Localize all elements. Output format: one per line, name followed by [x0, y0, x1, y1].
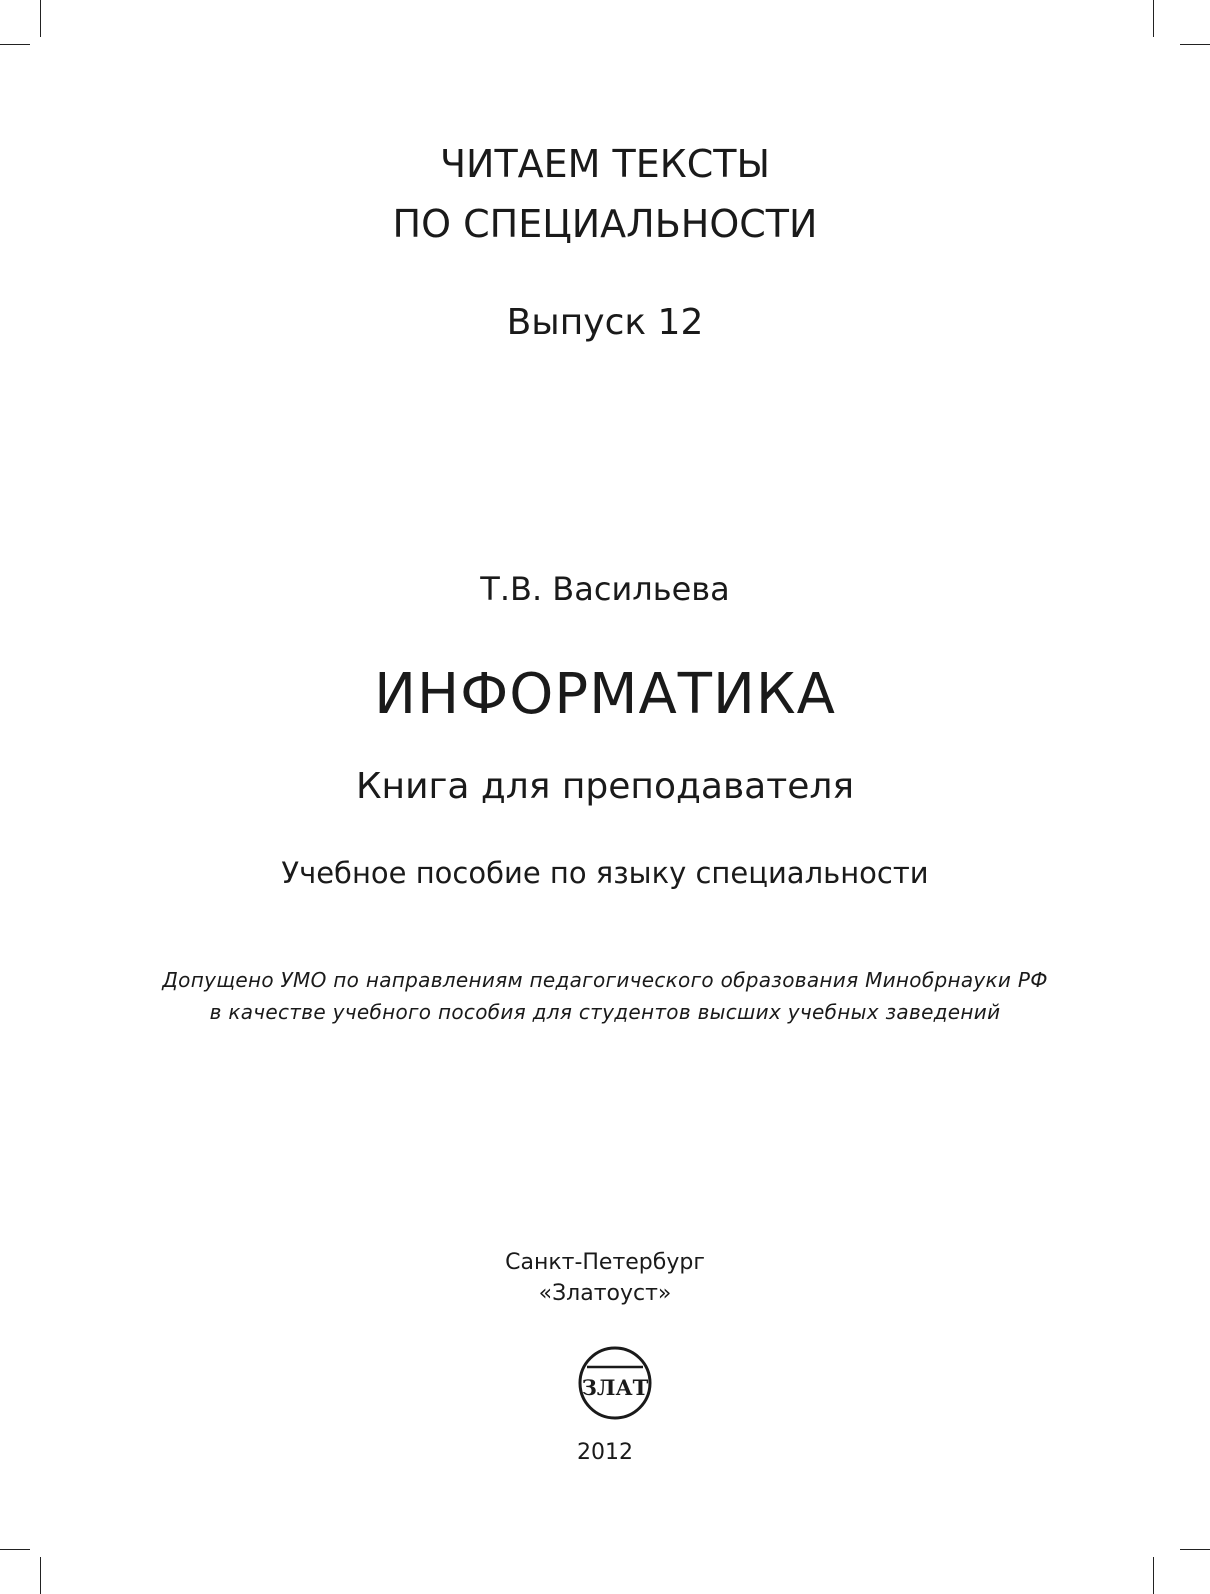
book-title: ИНФОРМАТИКА	[374, 662, 836, 727]
crop-mark-top-left-horizontal	[0, 44, 30, 45]
book-description: Учебное пособие по языку специальности	[281, 856, 929, 890]
imprint-publisher: «Златоуст»	[538, 1281, 672, 1306]
publication-year: 2012	[577, 1440, 633, 1465]
crop-mark-bottom-left-vertical	[40, 1557, 41, 1594]
approval-line-1: Допущено УМО по направлениям педагогического образования Минобрнауки РФ	[162, 968, 1048, 992]
imprint-city: Санкт-Петербург	[505, 1250, 705, 1275]
crop-mark-bottom-left-horizontal	[0, 1549, 30, 1550]
crop-mark-top-right-vertical	[1153, 0, 1154, 37]
series-title-line-1: ЧИТАЕМ ТЕКСТЫ	[439, 142, 771, 186]
book-subtitle: Книга для преподавателя	[355, 766, 855, 807]
series-title-line-2: ПО СПЕЦИАЛЬНОСТИ	[392, 202, 818, 246]
logo-text: ЗЛАТ	[581, 1375, 649, 1400]
zlatoust-publisher-logo-icon	[577, 1345, 653, 1421]
crop-mark-bottom-right-vertical	[1153, 1557, 1154, 1594]
approval-line-2: в качестве учебного пособия для студентов высших учебных заведений	[209, 1000, 1001, 1024]
crop-mark-top-right-horizontal	[1180, 44, 1210, 45]
author-name: Т.В. Васильева	[480, 570, 730, 608]
crop-mark-top-left-vertical	[40, 0, 41, 37]
issue-number: Выпуск 12	[506, 302, 704, 343]
crop-mark-bottom-right-horizontal	[1180, 1549, 1210, 1550]
